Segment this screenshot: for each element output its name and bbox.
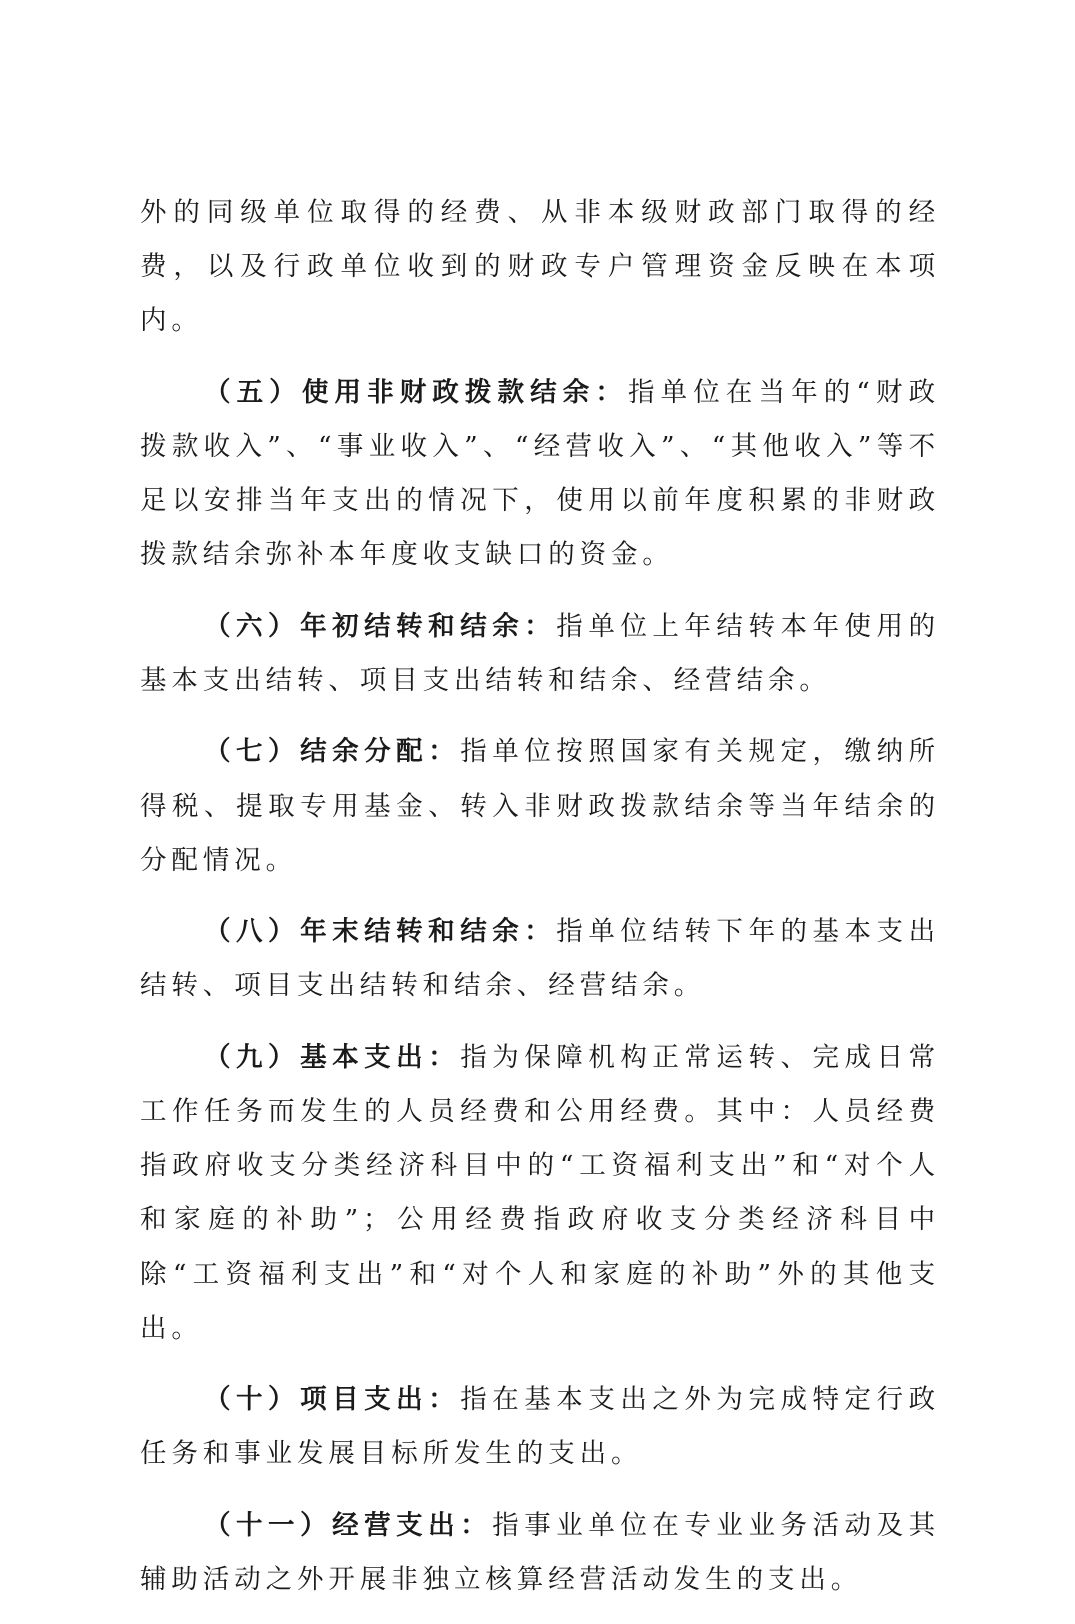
document-page (140, 186, 940, 1624)
paragraph-body: 指为保障机构正常运转、完成日常工作任务而发生的人员经费和公用经费。其中：人员经费指政府收支分类经济科目中的“工资福利支出”和“对个人和家庭的补助”；公用经费指政府收支分类经济科目中除“工资福利支出”和“对个人和家庭的补助”外的其他支出。 (140, 1041, 940, 1344)
paragraph-body: 指单位按照国家有关规定，缴纳所得税、提取专用基金、转入非财政拨款结余等当年结余的分配情况。 (140, 736, 940, 876)
paragraph-term: （五）使用非财政拨款结余： (204, 376, 628, 408)
paragraph-continuation (140, 186, 940, 349)
paragraph-surplus-distribution (140, 725, 940, 888)
paragraph-term: （十）项目支出： (204, 1384, 461, 1416)
paragraph-body: 指单位在当年的“财政拨款收入”、“事业收入”、“经营收入”、“其他收入”等不足以安排当年支出的情况下，使用以前年度积累的非财政拨款结余弥补本年度收支缺口的资金。 (140, 376, 940, 571)
paragraph-non-fiscal-surplus-use (140, 366, 940, 583)
paragraph-body: 指单位结转下年的基本支出结转、项目支出结转和结余、经营结余。 (140, 916, 940, 1002)
paragraph-closing-carryover (140, 905, 940, 1013)
paragraph-term: （八）年末结转和结余： (204, 916, 557, 948)
paragraph-opening-carryover (140, 600, 940, 708)
paragraph-term: （十一）经营支出： (204, 1509, 493, 1541)
paragraph-term: （六）年初结转和结余： (204, 610, 557, 642)
paragraph-body: 指单位上年结转本年使用的基本支出结转、项目支出结转和结余、经营结余。 (140, 610, 940, 696)
paragraph-basic-expenditure (140, 1031, 940, 1356)
paragraph-operating-expenditure (140, 1499, 940, 1607)
paragraph-body: 指在基本支出之外为完成特定行政任务和事业发展目标所发生的支出。 (140, 1384, 940, 1470)
paragraph-body: 外的同级单位取得的经费、从非本级财政部门取得的经费，以及行政单位收到的财政专户管理资金反映在本项内。 (140, 197, 940, 337)
paragraph-term: （七）结余分配： (204, 736, 461, 768)
paragraph-term: （九）基本支出： (204, 1041, 461, 1073)
paragraph-project-expenditure (140, 1373, 940, 1481)
paragraph-body: 指事业单位在专业业务活动及其辅助活动之外开展非独立核算经营活动发生的支出。 (140, 1509, 940, 1595)
